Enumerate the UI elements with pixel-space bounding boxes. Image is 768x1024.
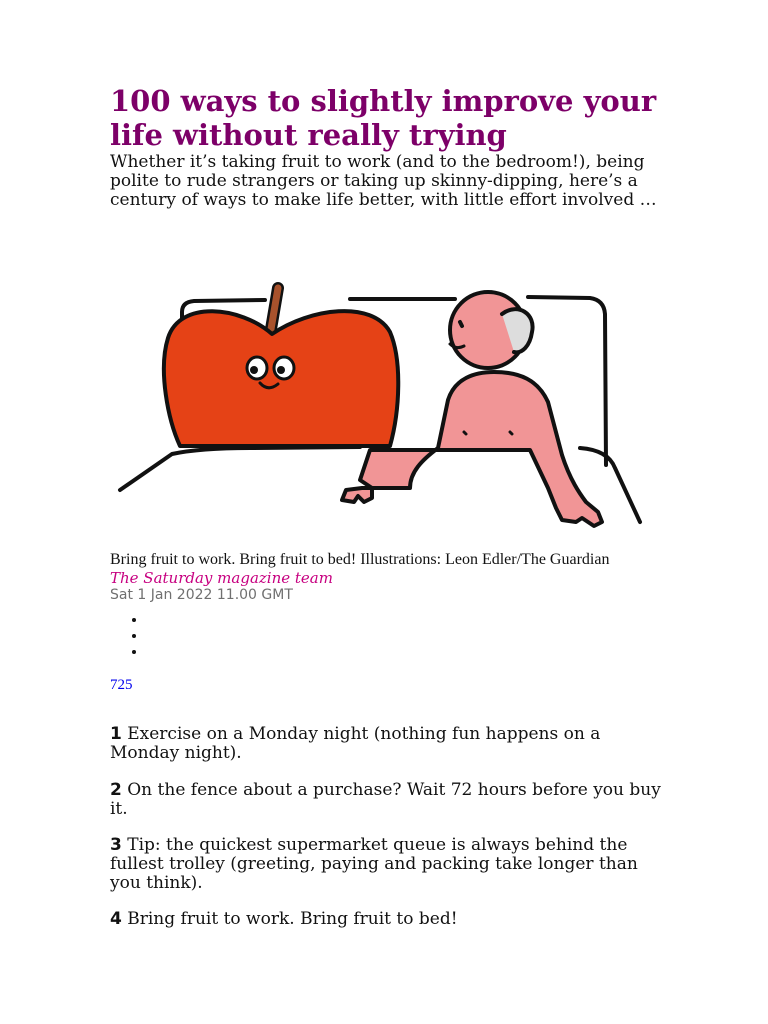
item-text: On the fence about a purchase? Wait 72 hours before you buy it. (110, 780, 661, 819)
item-text: Exercise on a Monday night (nothing fun happens on a Monday night). (110, 724, 601, 763)
item-number: 1 (110, 724, 122, 744)
publish-date: Sat 1 Jan 2022 11.00 GMT (110, 587, 293, 603)
list-item (110, 836, 670, 893)
standfirst: Whether it’s taking fruit to work (and to the bedroom!), being polite to rude strangers or taking up skinny-dipping, here’s a century of ways to make life better, with little effort involved … (110, 152, 657, 210)
item-number: 3 (110, 835, 122, 855)
share-item[interactable] (110, 612, 150, 628)
item-text: Tip: the quickest supermarket queue is always behind the fullest trolley (greeting, paying and packing take longer than you think). (110, 835, 638, 893)
list-item (110, 910, 670, 929)
comment-count-link[interactable]: 725 (110, 677, 133, 693)
share-list (110, 612, 150, 660)
headline: 100 ways to slightly improve your life without really trying (110, 84, 657, 152)
illustration-apple-and-man-in-bed (110, 250, 658, 540)
list-item (110, 781, 670, 819)
list-item (110, 725, 670, 763)
image-caption: Bring fruit to work. Bring fruit to bed! Illustrations: Leon Edler/The Guardian (110, 551, 610, 568)
share-item[interactable] (110, 628, 150, 644)
item-number: 4 (110, 909, 122, 929)
item-number: 2 (110, 780, 122, 800)
byline-link[interactable]: The Saturday magazine team (110, 569, 333, 587)
share-item[interactable] (110, 644, 150, 660)
apple-character-icon (164, 288, 398, 446)
item-text: Bring fruit to work. Bring fruit to bed! (127, 909, 458, 929)
